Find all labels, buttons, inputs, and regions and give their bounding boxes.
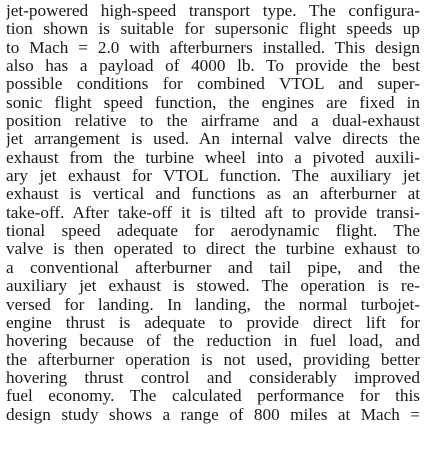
text-line-23: design study shows a range of 800 miles at Mach = bbox=[6, 405, 420, 424]
text-line-6: sonic flight speed function, the engines are fixed in bbox=[6, 93, 420, 112]
text-line-5: possible conditions for combined VTOL and super- bbox=[6, 75, 420, 94]
text-line-21: hovering thrust control and considerably improved bbox=[6, 368, 420, 387]
text-line-8: jet arrangement is used. An internal valve directs the bbox=[6, 130, 420, 149]
text-line-1: jet-powered high-speed transport type. The configura- bbox=[6, 2, 420, 20]
text-line-13: tional speed adequate for aerodynamic flight. The bbox=[6, 222, 420, 241]
text-line-4: also has a payload of 4000 lb. To provide the best bbox=[6, 57, 420, 76]
text-line-14: valve is then operated to direct the turbine exhaust to bbox=[6, 240, 420, 259]
text-line-7: position relative to the airframe and a dual-exhaust bbox=[6, 112, 420, 131]
text-line-17: versed for landing. In landing, the normal turbojet- bbox=[6, 295, 420, 314]
text-line-18: engine thrust is adequate to provide direct lift for bbox=[6, 313, 420, 332]
text-line-11: exhaust is vertical and functions as an afterburner at bbox=[6, 185, 420, 204]
document-page bbox=[6, 2, 420, 424]
text-line-2: tion shown is suitable for supersonic flight speeds up bbox=[6, 20, 420, 39]
text-line-9: exhaust from the turbine wheel into a pivoted auxili- bbox=[6, 148, 420, 167]
text-line-3: to Mach = 2.0 with afterburners installed. This design bbox=[6, 38, 420, 57]
text-line-20: the afterburner operation is not used, providing better bbox=[6, 350, 420, 369]
text-line-19: hovering because of the reduction in fuel load, and bbox=[6, 332, 420, 351]
text-line-16: auxiliary jet exhaust is stowed. The operation is re- bbox=[6, 277, 420, 296]
text-line-22: fuel economy. The calculated performance for this bbox=[6, 387, 420, 406]
body-paragraph bbox=[6, 2, 420, 424]
text-line-15: a conventional afterburner and tail pipe, and the bbox=[6, 258, 420, 277]
text-line-10: ary jet exhaust for VTOL function. The auxiliary jet bbox=[6, 167, 420, 186]
text-line-12: take-off. After take-off it is tilted aft to provide transi- bbox=[6, 203, 420, 222]
